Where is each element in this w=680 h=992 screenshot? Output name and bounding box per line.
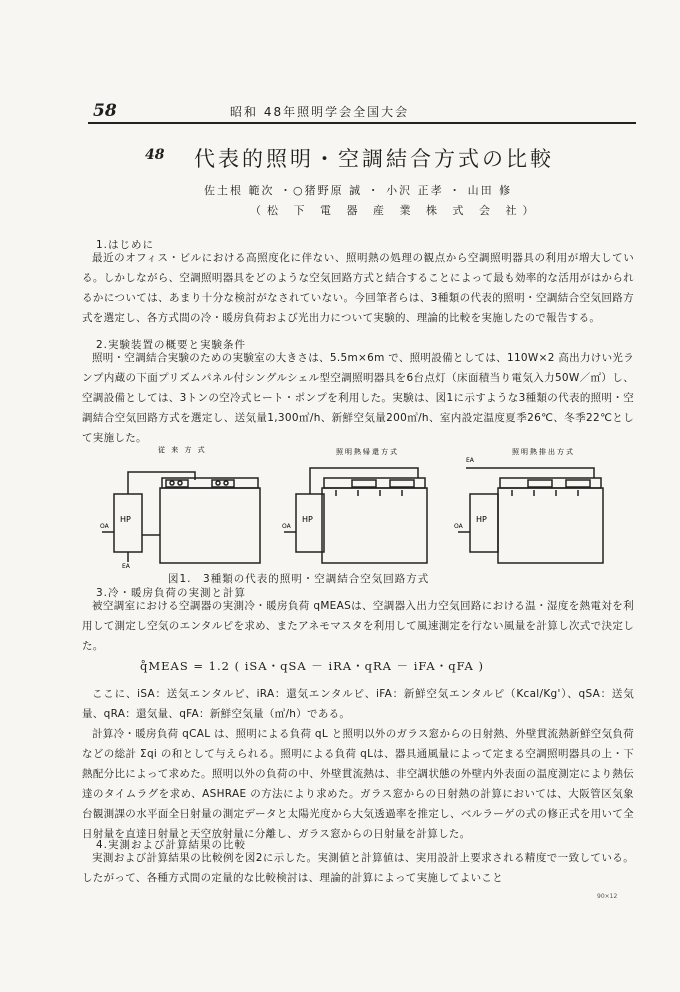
section-2-heading: 2.実験装置の概要と実験条件: [96, 339, 247, 351]
equation: q̊MEAS = 1.2 ( iSA・qSA － iRA・qRA － iFA・qFA ): [140, 659, 484, 673]
footer-code: 90×12: [597, 893, 618, 900]
section-4-body: [82, 848, 634, 888]
authors: 佐土根 範次 ・○猪野原 誠 ・ 小沢 正孝 ・ 山田 修: [204, 184, 513, 197]
paper-title: 代表的照明・空調結合方式の比較: [194, 147, 554, 171]
ea-label-3: EA: [466, 457, 474, 464]
section-4-text: 実測および計算結果の比較例を図2に示した。実測値と計算値は、実用設計上要求される精度で一致している。したがって、各種方式間の定量的な比較検討は、理論的計算によって実施してよいこと: [82, 852, 634, 884]
panel-title-1: 従 来 方 式: [158, 446, 207, 454]
figure-1: [100, 440, 620, 570]
affiliation: （松 下 電 器 産 業 株 式 会 社）: [250, 204, 540, 217]
hp-label-1: HP: [120, 515, 131, 524]
section-1-text: 最近のオフィス・ビルにおける高照度化に伴ない、照明熱の処理の観点から空調照明器具の利用が増大している。しかしながら、空調照明器具をどのような空気回路方式と結合することによって最も効率的な活用がはかられるかについては、あまり十分な検討がなされていない。今回筆者らは、3種類の代表的照明・空調結合空気回路方式を選定し、各方式間の冷・暖房負荷および光出力について実験的、理論的比較を実施したので報告する。: [82, 252, 634, 324]
section-1-heading: 1.はじめに: [96, 239, 155, 251]
room-box-2: [322, 488, 427, 563]
section-3-text-2: ここに、iSA：送気エンタルピ、iRA：還気エンタルピ、iFA：新鮮空気エンタルピ（Kcal/Kg'）、qSA：送気量、qRA：還気量、qFA：新鮮空気量（㎥/h）である。: [82, 688, 634, 720]
section-3-text-1: 被空調室における空調器の実測冷・暖房負荷 qMEASは、空調器入出力空気回路における温・湿度を熱電対を利用して測定し空気のエンタルピを求め、またアネモマスタを利用して風速測定を行ない風量を計算し次式で決定した。: [82, 600, 634, 652]
section-3-body-b: [82, 684, 634, 844]
section-3-body-a: [82, 596, 634, 656]
section-4-heading: 4.実測および計算結果の比較: [96, 839, 247, 851]
hp-label-2: HP: [302, 515, 313, 524]
panel-title-3: 照明熱排出方式: [512, 448, 575, 456]
section-2-body: [82, 348, 634, 448]
header-rule: [88, 122, 636, 124]
section-3-heading: 3.冷・暖房負荷の実測と計算: [96, 587, 247, 599]
oa-label-1: OA: [100, 523, 109, 530]
ea-label-1: EA: [122, 563, 130, 570]
oa-label-3: OA: [454, 523, 463, 530]
section-1-body: [82, 248, 634, 328]
room-box-1: [160, 488, 260, 563]
panel-title-2: 照明熱帰還方式: [336, 448, 399, 456]
room-box-3: [498, 488, 603, 563]
oa-label-2: OA: [282, 523, 291, 530]
page-number: 58: [93, 101, 117, 121]
running-title: 昭和 48年照明学会全国大会: [230, 105, 410, 119]
section-3-text-3: 計算冷・暖房負荷 qCAL は、照明による負荷 qL と照明以外のガラス窓からの日射熱、外壁貫流熱新鮮空気負荷などの総計 Σqi の和として与えられる。照明による負荷 qLは、器具通風量によって定まる空調照明器具の上・下熱配分比によって求めた。照明以外の負荷の中、外壁貫流熱は、非空調状態の外壁内外表面の温度測定により熱伝達のタイムラグを求め、ASHRAE の方法により求めた。ガラス窓からの日射熱の計算においては、大阪管区気象台観測課の水平面全日射量の測定データと太陽光度から大気透過率を推定し、ベルラーゲの式の修正式を用いて全日射量を直達日射量と天空放射量に分離し、ガラス窓からの日射量を計算した。: [82, 728, 634, 840]
paper-number: 48: [145, 147, 165, 163]
hp-label-3: HP: [476, 515, 487, 524]
figure-1-caption: 図1. 3種類の代表的照明・空調結合空気回路方式: [168, 573, 430, 585]
section-2-text: 照明・空調結合実験のための実験室の大きさは、5.5m×6m で、照明設備としては、110W×2 高出力けい光ランプ内蔵の下面プリズムパネル付シングルシェル型空調照明器具を6台点灯（床面積当り電気入力50W／㎡）し、空調設備としては、3トンの空冷式ヒート・ポンプを利用した。実験は、図1に示すような3種類の代表的照明・空調結合空気回路方式を選定し、送気量1,300㎥/h、新鮮空気量200㎥/h、室内設定温度夏季26℃、冬季22℃として実施した。: [82, 352, 634, 444]
